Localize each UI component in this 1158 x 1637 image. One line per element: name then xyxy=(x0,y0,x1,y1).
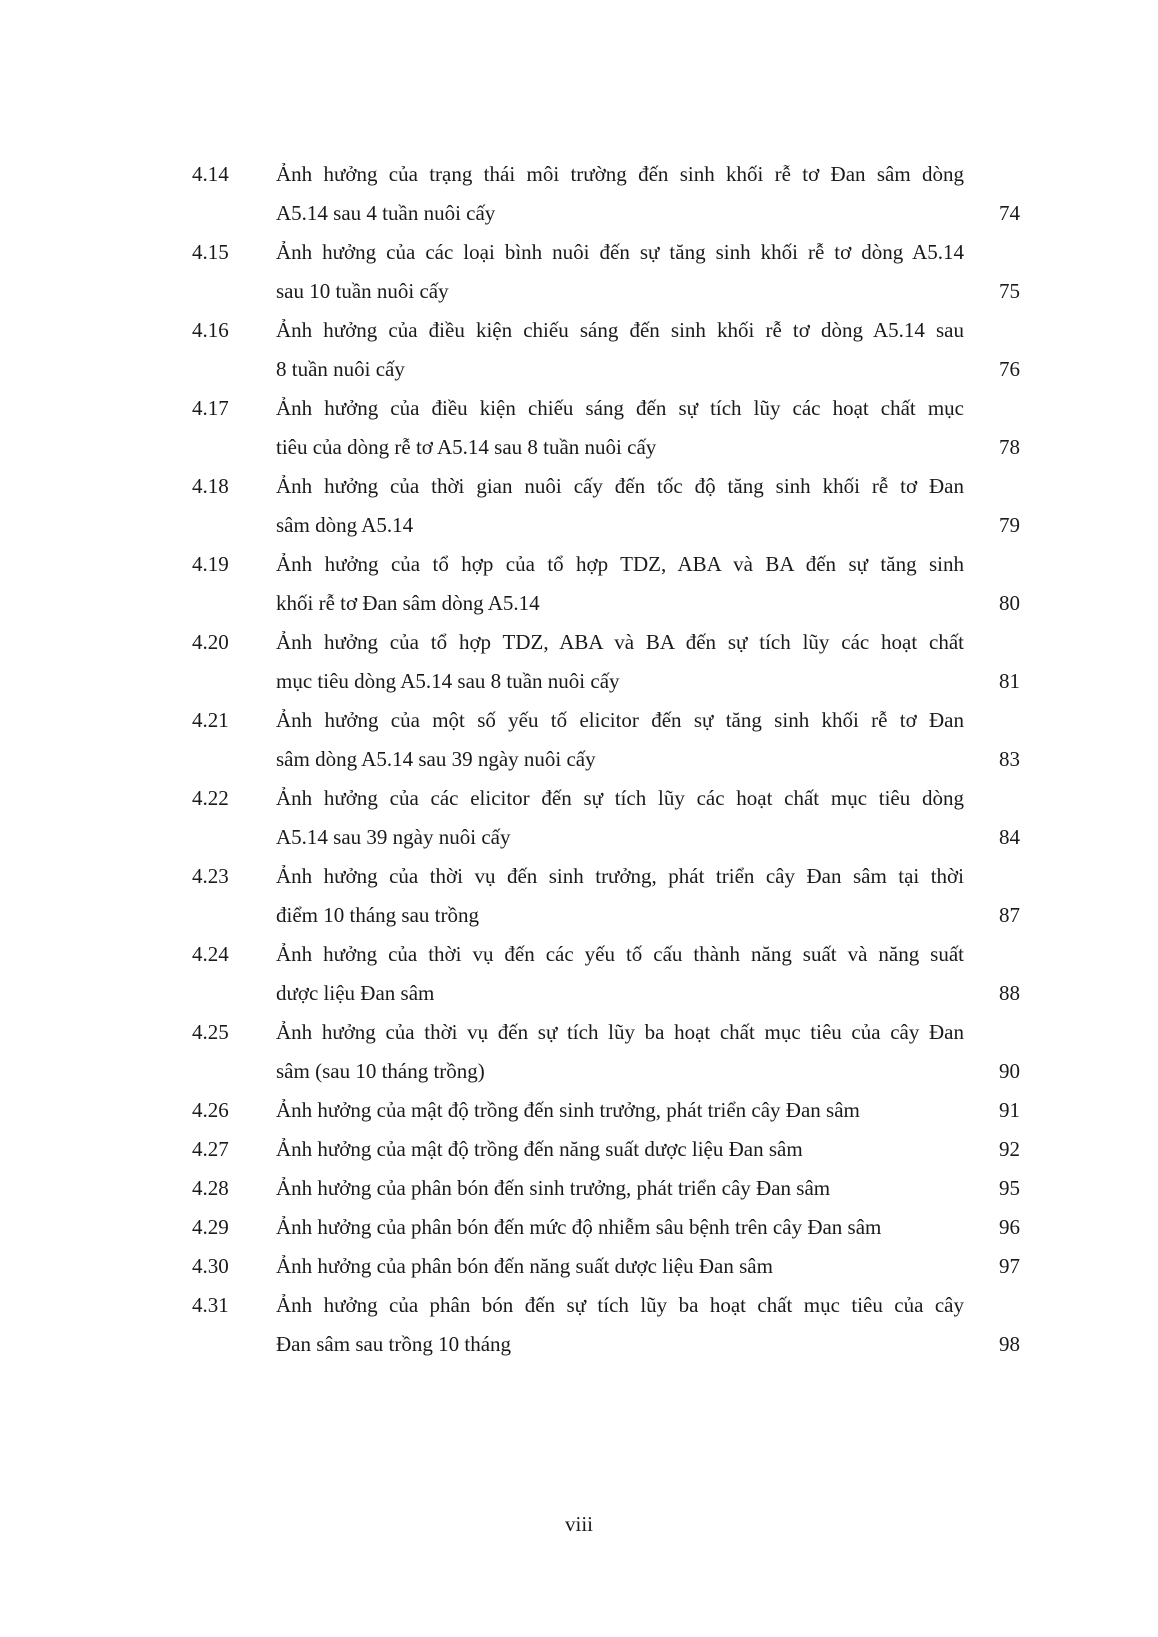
toc-entry xyxy=(0,1013,1158,1091)
toc-entry-number: 4.31 xyxy=(192,1293,229,1317)
toc-entry-page-number: 96 xyxy=(999,1215,1020,1239)
toc-entry-title-line: Đan sâm sau trồng 10 tháng xyxy=(276,1332,512,1356)
toc-entry-title xyxy=(276,1247,964,1286)
toc-entry-title-line: Ảnh hưởng của thời vụ đến các yếu tố cấu thành năng suất và năng suất xyxy=(276,942,964,966)
toc-entry-title xyxy=(276,857,964,935)
toc-entry-page-number: 80 xyxy=(999,591,1020,615)
toc-entry-title-line: khối rễ tơ Đan sâm dòng A5.14 xyxy=(276,591,540,615)
toc-entry-title xyxy=(276,1286,964,1364)
toc-entry-number: 4.19 xyxy=(192,552,229,576)
toc-entry-title-line: Ảnh hưởng của thời vụ đến sự tích lũy ba hoạt chất mục tiêu của cây Đan xyxy=(276,1020,964,1044)
toc-entry-title xyxy=(276,1208,964,1247)
toc-entry-page-number: 95 xyxy=(999,1176,1020,1200)
toc-entry-number: 4.26 xyxy=(192,1098,229,1122)
toc-entry-title-line: Ảnh hưởng của phân bón đến mức độ nhiễm sâu bệnh trên cây Đan sâm xyxy=(276,1215,882,1239)
toc-entry-title xyxy=(276,1013,964,1091)
toc-entry-number: 4.15 xyxy=(192,240,229,264)
toc-entry-title-line: sau 10 tuần nuôi cấy xyxy=(276,279,449,303)
toc-entry-title-line: Ảnh hưởng của phân bón đến sinh trưởng, phát triển cây Đan sâm xyxy=(276,1176,831,1200)
toc-entry-page-number: 83 xyxy=(999,747,1020,771)
toc-entry-title-line: Ảnh hưởng của tổ hợp TDZ, ABA và BA đến sự tích lũy các hoạt chất xyxy=(276,630,964,654)
toc-entry-title-line: tiêu của dòng rễ tơ A5.14 sau 8 tuần nuôi cấy xyxy=(276,435,657,459)
toc-entry-page-number: 92 xyxy=(999,1137,1020,1161)
toc-entry-page-number: 84 xyxy=(999,825,1020,849)
toc-entry-number: 4.27 xyxy=(192,1137,229,1161)
toc-entry-number: 4.23 xyxy=(192,864,229,888)
toc-entry-title-line: Ảnh hưởng của phân bón đến sự tích lũy ba hoạt chất mục tiêu của cây xyxy=(276,1293,964,1317)
toc-entry-title-line: sâm dòng A5.14 sau 39 ngày nuôi cấy xyxy=(276,747,596,771)
toc-entry-title-line: Ảnh hưởng của các loại bình nuôi đến sự tăng sinh khối rễ tơ dòng A5.14 xyxy=(276,240,964,264)
toc-entry-title-line: mục tiêu dòng A5.14 sau 8 tuần nuôi cấy xyxy=(276,669,620,693)
toc-entry-page-number: 88 xyxy=(999,981,1020,1005)
toc-entry-number: 4.30 xyxy=(192,1254,229,1278)
toc-entry-title-line: sâm (sau 10 tháng trồng) xyxy=(276,1059,485,1083)
toc-entry xyxy=(0,233,1158,311)
toc-entry-title-line: Ảnh hưởng của tổ hợp của tổ hợp TDZ, ABA và BA đến sự tăng sinh xyxy=(276,552,964,576)
toc-entry-title-line: Ảnh hưởng của trạng thái môi trường đến sinh khối rễ tơ Đan sâm dòng xyxy=(276,162,964,186)
toc-entry-title-line: dược liệu Đan sâm xyxy=(276,981,435,1005)
toc-entry-title-line: Ảnh hưởng của điều kiện chiếu sáng đến sinh khối rễ tơ dòng A5.14 sau xyxy=(276,318,964,342)
toc-entry-title xyxy=(276,1091,964,1130)
toc-entry-title-line: Ảnh hưởng của mật độ trồng đến năng suất dược liệu Đan sâm xyxy=(276,1137,803,1161)
toc-entry-title xyxy=(276,545,964,623)
toc-entry xyxy=(0,389,1158,467)
page-number-footer: viii xyxy=(564,1512,593,1536)
toc-entry-page-number: 74 xyxy=(999,201,1020,225)
toc-entry-title xyxy=(276,779,964,857)
toc-entry-page-number: 91 xyxy=(999,1098,1020,1122)
toc-entry xyxy=(0,701,1158,779)
toc-entry xyxy=(0,1169,1158,1208)
toc-entry-page-number: 81 xyxy=(999,669,1020,693)
toc-entry-number: 4.16 xyxy=(192,318,229,342)
toc-entry-title-line: sâm dòng A5.14 xyxy=(276,513,414,537)
toc-entry-title-line: Ảnh hưởng của mật độ trồng đến sinh trưởng, phát triển cây Đan sâm xyxy=(276,1098,860,1122)
toc-entry-number: 4.14 xyxy=(192,162,229,186)
toc-entry-number: 4.28 xyxy=(192,1176,229,1200)
toc-entry xyxy=(0,1091,1158,1130)
toc-entry-title xyxy=(276,311,964,389)
toc-entry-title xyxy=(276,389,964,467)
toc-entry xyxy=(0,857,1158,935)
toc-entry-title-line: A5.14 sau 4 tuần nuôi cấy xyxy=(276,201,496,225)
toc-entry-title xyxy=(276,1169,964,1208)
toc-entry-title xyxy=(276,467,964,545)
toc-entry-title-line: điểm 10 tháng sau trồng xyxy=(276,903,479,927)
toc-entry-page-number: 79 xyxy=(999,513,1020,537)
toc-entry-title xyxy=(276,1130,964,1169)
toc-entry-title-line: Ảnh hưởng của các elicitor đến sự tích lũy các hoạt chất mục tiêu dòng xyxy=(276,786,964,810)
toc-entry-page-number: 98 xyxy=(999,1332,1020,1356)
toc-entry-number: 4.17 xyxy=(192,396,229,420)
toc-entry-title-line: A5.14 sau 39 ngày nuôi cấy xyxy=(276,825,511,849)
toc-entry-title xyxy=(276,935,964,1013)
toc-entry-page-number: 87 xyxy=(999,903,1020,927)
toc-entry xyxy=(0,155,1158,233)
toc-entry-number: 4.18 xyxy=(192,474,229,498)
toc-entry-page-number: 75 xyxy=(999,279,1020,303)
toc-entry-title-line: Ảnh hưởng của điều kiện chiếu sáng đến sự tích lũy các hoạt chất mục xyxy=(276,396,964,420)
toc-entry xyxy=(0,1130,1158,1169)
toc-entry-page-number: 76 xyxy=(999,357,1020,381)
toc-entry-title-line: Ảnh hưởng của một số yếu tố elicitor đến sự tăng sinh khối rễ tơ Đan xyxy=(276,708,964,732)
toc-entry xyxy=(0,545,1158,623)
toc-entry xyxy=(0,311,1158,389)
toc-entry-title xyxy=(276,155,964,233)
toc-entry-title-line: 8 tuần nuôi cấy xyxy=(276,357,405,381)
toc-entry-title-line: Ảnh hưởng của thời gian nuôi cấy đến tốc độ tăng sinh khối rễ tơ Đan xyxy=(276,474,964,498)
toc-entry-number: 4.20 xyxy=(192,630,229,654)
toc-entry xyxy=(0,1286,1158,1364)
toc-entry-page-number: 90 xyxy=(999,1059,1020,1083)
toc-entry-title-line: Ảnh hưởng của thời vụ đến sinh trưởng, phát triển cây Đan sâm tại thời xyxy=(276,864,964,888)
table-of-contents xyxy=(0,155,1158,1364)
toc-entry xyxy=(0,779,1158,857)
toc-entry xyxy=(0,1208,1158,1247)
toc-entry-number: 4.29 xyxy=(192,1215,229,1239)
toc-entry xyxy=(0,467,1158,545)
toc-entry-title xyxy=(276,701,964,779)
toc-entry-number: 4.25 xyxy=(192,1020,229,1044)
toc-entry-page-number: 97 xyxy=(999,1254,1020,1278)
toc-entry-page-number: 78 xyxy=(999,435,1020,459)
toc-entry-number: 4.21 xyxy=(192,708,229,732)
toc-entry-number: 4.24 xyxy=(192,942,229,966)
toc-entry xyxy=(0,623,1158,701)
toc-entry-title xyxy=(276,623,964,701)
toc-entry xyxy=(0,1247,1158,1286)
toc-entry xyxy=(0,935,1158,1013)
toc-entry-number: 4.22 xyxy=(192,786,229,810)
toc-entry-title xyxy=(276,233,964,311)
toc-entry-title-line: Ảnh hưởng của phân bón đến năng suất dược liệu Đan sâm xyxy=(276,1254,773,1278)
